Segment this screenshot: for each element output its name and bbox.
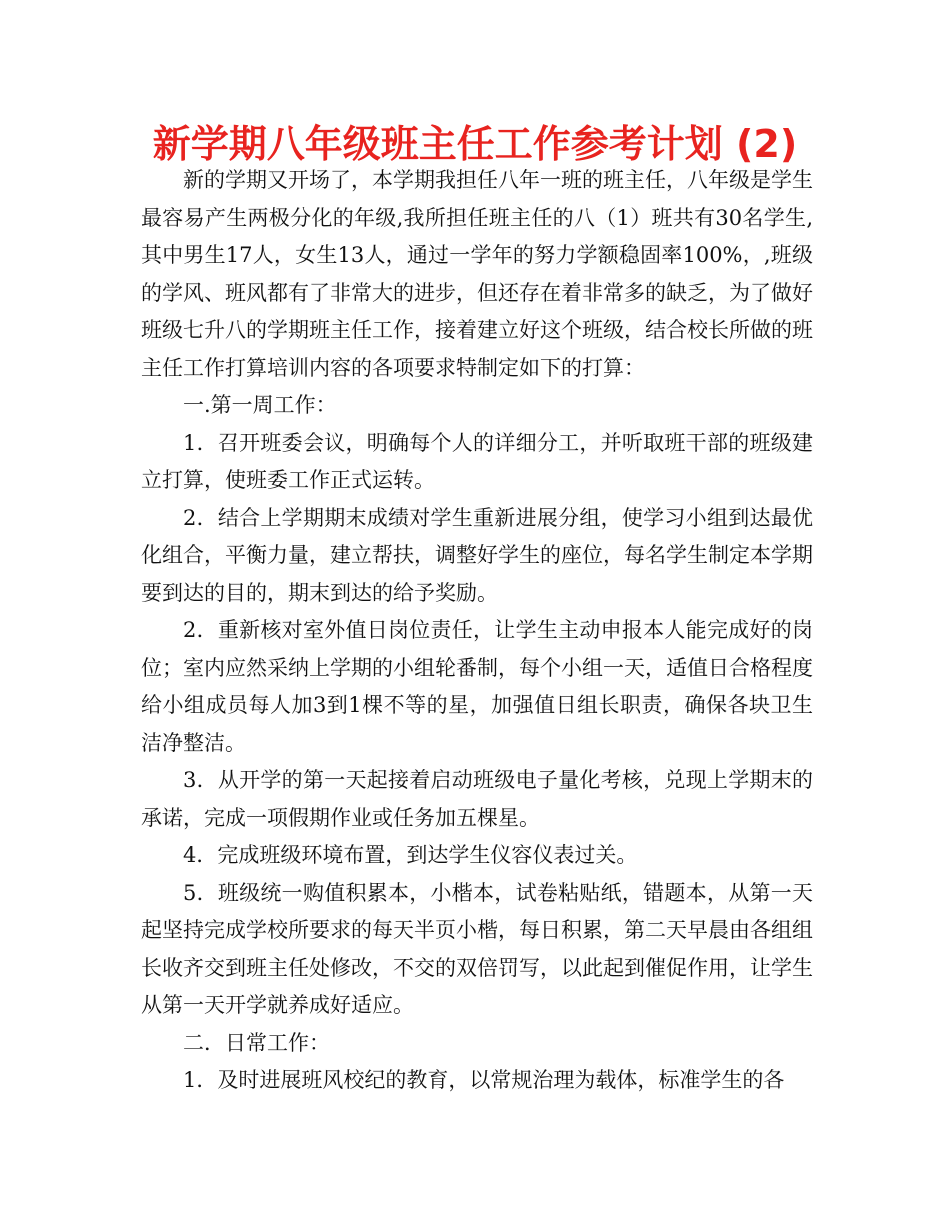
document-title: 新学期八年级班主任工作参考计划 (2) xyxy=(152,122,798,166)
paragraph-item: 2．重新核对室外值日岗位责任，让学生主动申报本人能完成好的岗位；室内应然采纳上学期的小组轮番制，每个小组一天，适值日合格程度给小组成员每人加3到1棵不等的星，加强值日组长职责，确保各块卫生洁净整洁。 xyxy=(141,618,813,755)
paragraph-item: 1．召开班委会议，明确每个人的详细分工，并听取班干部的班级建立打算，使班委工作正式运转。 xyxy=(141,430,813,492)
paragraph-item: 1．及时进展班风校纪的教育，以常规治理为载体，标准学生的各 xyxy=(183,1068,785,1092)
paragraph-item: 2．结合上学期期末成绩对学生重新进展分组，使学习小组到达最优化组合，平衡力量，建立帮扶，调整好学生的座位，每名学生制定本学期要到达的目的，期末到达的给予奖励。 xyxy=(141,505,813,605)
paragraph-item: 3．从开学的第一天起接着启动班级电子量化考核，兑现上学期末的承诺，完成一项假期作业或任务加五棵星。 xyxy=(141,768,813,830)
paragraph-item: 5．班级统一购值积累本，小楷本，试卷粘贴纸，错题本，从第一天起坚持完成学校所要求的每天半页小楷，每日积累，第二天早晨由各组组长收齐交到班主任处修改，不交的双倍罚写，以此起到催促作用，让学生从第一天开学就养成好适应。 xyxy=(141,880,813,1017)
section-heading-first-week: 一.第一周工作： xyxy=(183,393,337,417)
paragraph-item: 4．完成班级环境布置，到达学生仪容仪表过关。 xyxy=(183,843,638,867)
document-body xyxy=(141,162,813,1100)
section-heading-daily-work: 二．日常工作： xyxy=(183,1030,330,1055)
paragraph-intro: 新的学期又开场了，本学期我担任八年一班的班主任，八年级是学生最容易产生两极分化的年级,我所担任班主任的八（1）班共有30名学生,其中男生17人，女生13人，通过一学年的努力学额稳固率100%，,班级的学风、班风都有了非常大的进步，但还存在着非常多的缺乏，为了做好班级七升八的学期班主任工作，接着建立好这个班级，结合校长所做的班主任工作打算培训内容的各项要求特制定如下的打算： xyxy=(141,168,813,380)
